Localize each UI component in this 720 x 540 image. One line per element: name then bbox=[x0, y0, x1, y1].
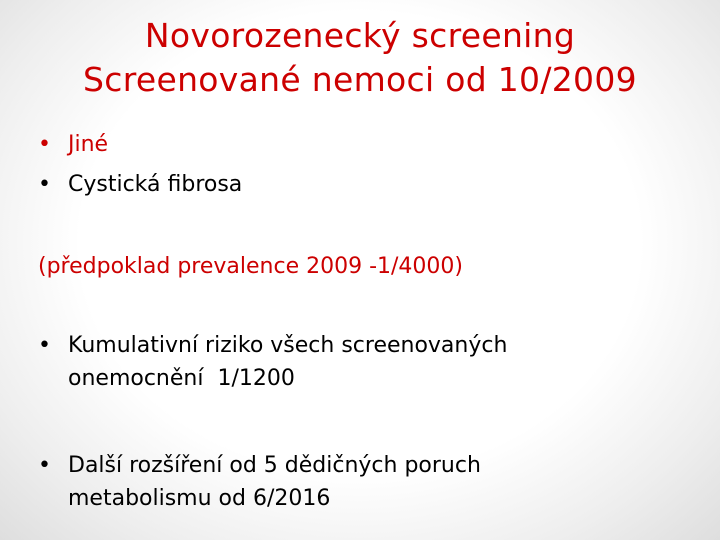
title-line-2: Screenované nemoci od 10/2009 bbox=[83, 60, 637, 99]
bullet-marker: • bbox=[38, 172, 51, 197]
bullet-text-line-1: Další rozšíření od 5 dědičných poruch bbox=[68, 453, 481, 478]
bullet-text-line-2: metabolismu od 6/2016 bbox=[68, 486, 331, 511]
bullet-marker: • bbox=[38, 132, 51, 157]
prevalence-note: (předpoklad prevalence 2009 -1/4000) bbox=[38, 254, 464, 279]
bullet-text: Jiné bbox=[68, 132, 109, 157]
bullet-text: Cystická fibrosa bbox=[68, 172, 243, 197]
bullet-text-line-2: onemocnění 1/1200 bbox=[68, 366, 295, 391]
bullet-text-line-1: Kumulativní riziko všech screenovaných bbox=[68, 333, 508, 358]
bullet-item-other bbox=[38, 128, 108, 161]
title-line-1: Novorozenecký screening bbox=[144, 16, 576, 55]
bullet-item-expansion bbox=[38, 449, 481, 515]
bullet-marker: • bbox=[38, 333, 51, 358]
bullet-item-cumulative-risk bbox=[38, 329, 507, 395]
bullet-item-cystic-fibrosis bbox=[38, 168, 242, 201]
bullet-marker: • bbox=[38, 453, 51, 478]
slide-title bbox=[0, 14, 720, 102]
